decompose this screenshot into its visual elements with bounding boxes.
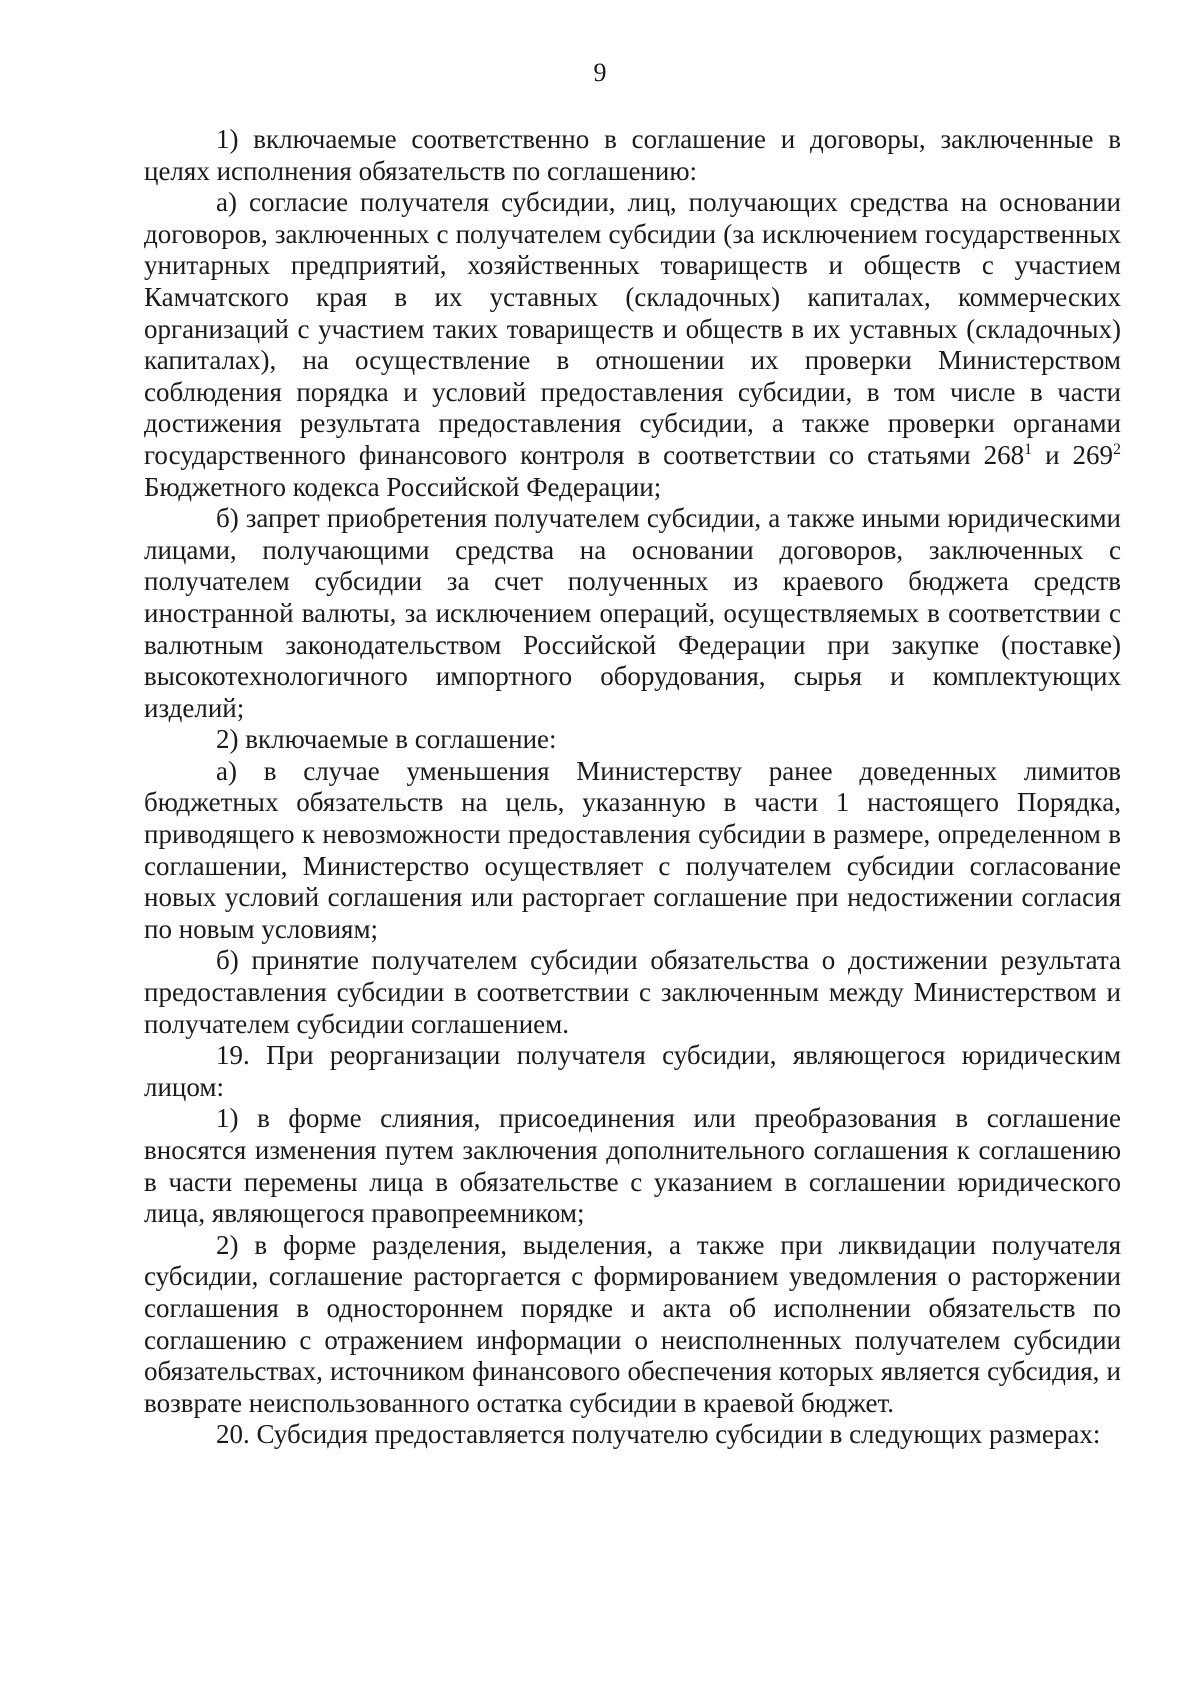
paragraph-1a-tail: Бюджетного кодекса Российской Федерации; <box>144 471 662 502</box>
paragraph-19-reorganization: 19. При реорганизации получателя субсидии, являющегося юридическим лицом: <box>144 1040 1121 1102</box>
paragraph-19-1-merger: 1) в форме слияния, присоединения или преобразования в соглашение вносятся изменения путем заключения дополнительного соглашения к соглашению в части перемены лица в обязательстве с указанием в соглашении юридического лица, являющегося правопреемником; <box>144 1103 1121 1229</box>
paragraph-20-amounts: 20. Субсидия предоставляется получателю субсидии в следующих размерах: <box>216 1419 1101 1450</box>
paragraph-1a-consent <box>144 187 1121 503</box>
paragraph-1a-mid: и 269 <box>1032 439 1113 470</box>
paragraph-1b-prohibition: б) запрет приобретения получателем субсидии, а также иными юридическими лицами, получающими средства на основании договоров, заключенных с получателем субсидии за счет полученных из краевого бюджета средств иностранной валюты, за исключением операций, осуществляемых в соответствии с валютным законодательством Российской Федерации при закупке (поставке) высокотехнологичного импортного оборудования, сырья и комплектующих изделий; <box>144 503 1121 723</box>
superscript-2: 2 <box>1113 440 1121 458</box>
page-number: 9 <box>593 58 607 87</box>
paragraph-2b-obligation: б) принятие получателем субсидии обязательства о достижении результата предоставления субсидии в соответствии с заключенным между Министерством и получателем субсидии соглашением. <box>144 945 1121 1039</box>
superscript-1: 1 <box>1024 440 1033 458</box>
paragraph-1a-text: а) согласие получателя субсидии, лиц, получающих средства на основании договоров, заключенных с получателем субсидии (за исключением государственных унитарных предприятий, хозяйственных товариществ и обществ с участием Камчатского края в их уставных (складочных) капиталах, коммерческих организаций с участием таких товариществ и обществ в их уставных (складочных) капиталах), на осуществление в отношении их проверки Министерством соблюдения порядка и условий предоставления субсидии, в том числе в части достижения результата предоставления субсидии, а также проверки органами государственного финансового контроля в соответствии со статьями 268 <box>144 187 1121 470</box>
paragraph-1-included-in-agreement: 1) включаемые соответственно в соглашение и договоры, заключенные в целях исполнения обязательств по соглашению: <box>144 124 1121 186</box>
paragraph-2a-limits: а) в случае уменьшения Министерству ранее доведенных лимитов бюджетных обязательств на цель, указанную в части 1 настоящего Порядка, приводящего к невозможности предоставления субсидии в размере, определенном в соглашении, Министерство осуществляет с получателем субсидии согласование новых условий соглашения или расторгает соглашение при недостижении согласия по новым условиям; <box>144 755 1121 944</box>
paragraph-2-included: 2) включаемые в соглашение: <box>216 724 557 755</box>
paragraph-19-2-division: 2) в форме разделения, выделения, а также при ликвидации получателя субсидии, соглашение расторгается с формированием уведомления о расторжении соглашения в одностороннем порядке и акта об исполнении обязательств по соглашению с отражением информации о неисполненных получателем субсидии обязательствах, источником финансового обеспечения которых является субсидия, и возврате неиспользованного остатка субсидии в краевой бюджет. <box>144 1229 1121 1418</box>
document-body <box>144 124 1121 1451</box>
